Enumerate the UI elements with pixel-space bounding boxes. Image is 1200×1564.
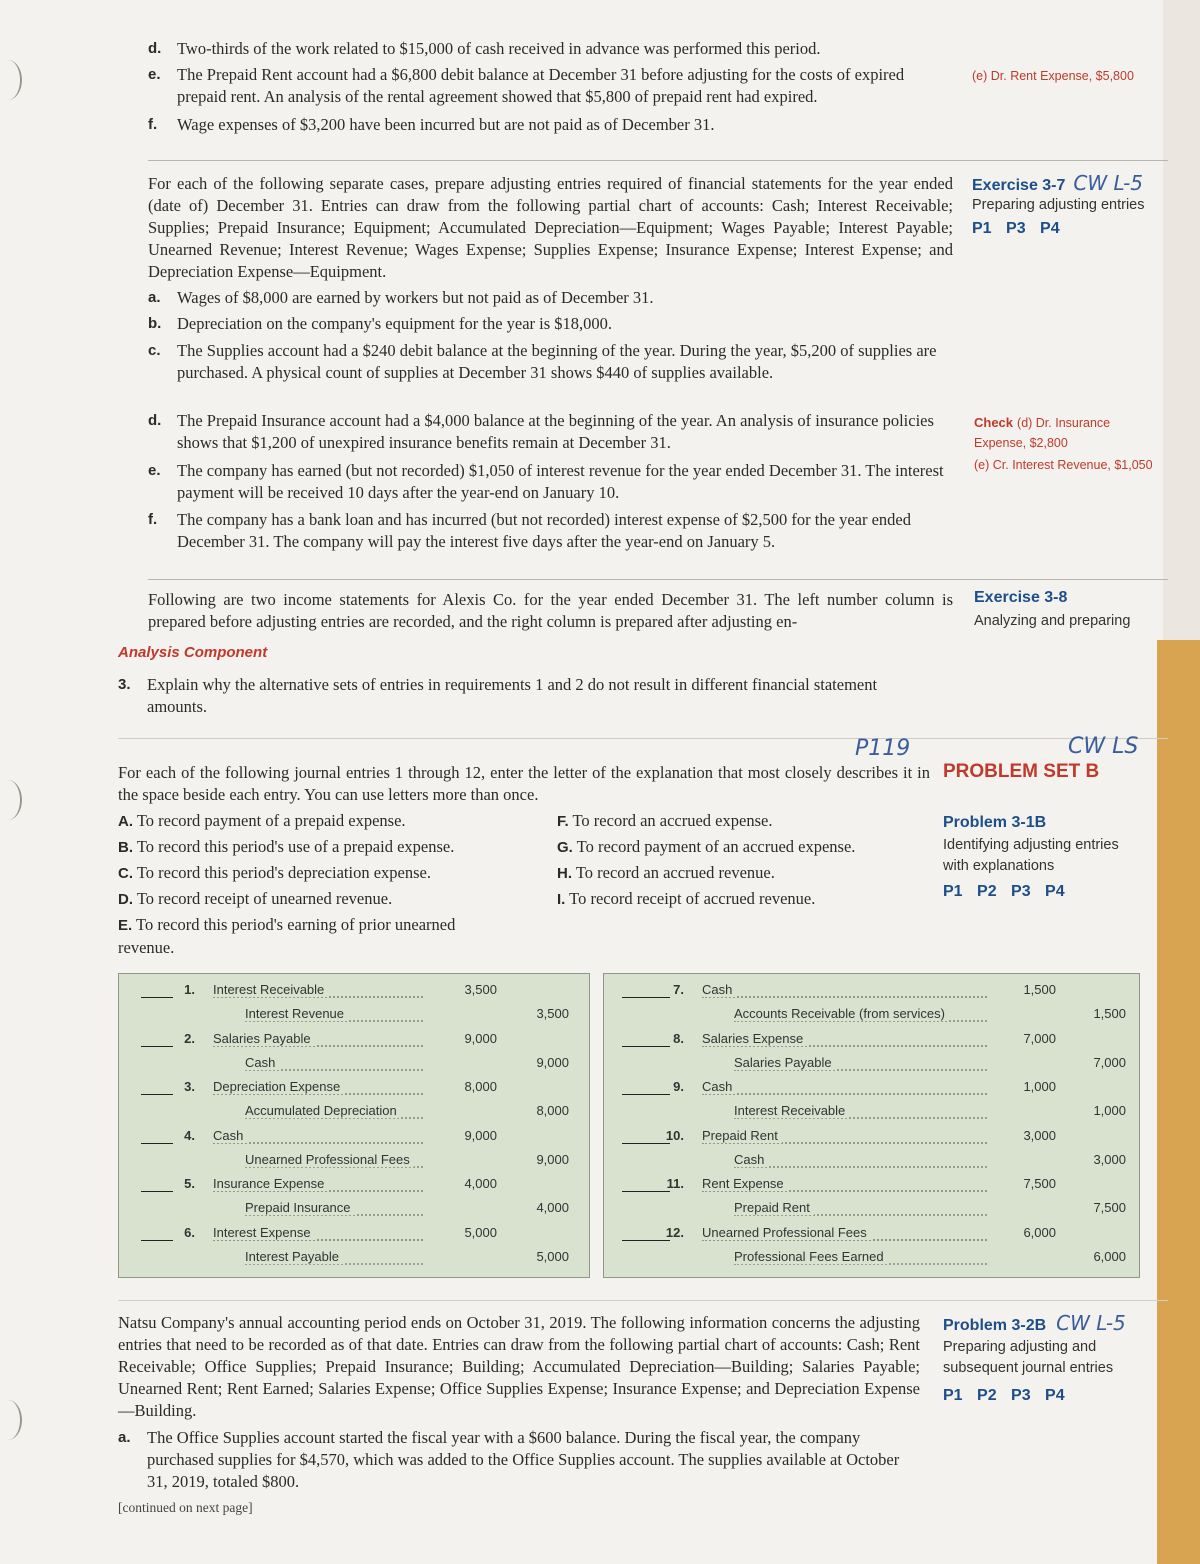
problem-3-2b-sidebar (943, 1311, 1148, 1405)
entry-number: 3. (184, 1079, 195, 1094)
answer-blank[interactable] (141, 1143, 173, 1144)
debit-amount: 9,000 (464, 1127, 497, 1143)
answer-blank[interactable] (622, 1046, 670, 1047)
answer-blank[interactable] (141, 997, 173, 998)
answer-blank[interactable] (141, 1046, 173, 1047)
answer-blank[interactable] (141, 1191, 173, 1192)
handwritten-note: CW L-5 (1073, 171, 1144, 195)
credit-account: Prepaid Rent (734, 1200, 814, 1215)
journal-entry-credit (604, 1006, 1139, 1030)
debit-account: Prepaid Rent (702, 1128, 782, 1143)
debit-account: Depreciation Expense (213, 1079, 344, 1094)
debit-account: Rent Expense (702, 1176, 788, 1191)
handwritten-note: CW L-5 (1056, 1311, 1126, 1335)
binder-hole (0, 60, 22, 100)
journal-entry-credit (119, 1152, 589, 1176)
answer-blank[interactable] (141, 1094, 173, 1095)
divider (148, 579, 1168, 580)
list-item: f. The company has a bank loan and has incurred (but not recorded) interest expense of $2,500 for the year ended December 31. The company will pay the interest five days after the year-end on January 5. (148, 510, 911, 551)
divider (148, 160, 1168, 161)
entry-number: 4. (184, 1127, 195, 1143)
entry-number: 5. (184, 1176, 195, 1191)
list-item: b. Depreciation on the company's equipment for the year is $18,000. (148, 314, 613, 333)
entry-number: 12. (665, 1224, 684, 1240)
debit-amount: 8,000 (464, 1079, 497, 1094)
divider (118, 738, 1168, 739)
page-edge-shadow (1163, 0, 1200, 650)
journal-entry-credit (604, 1200, 1139, 1224)
debit-account: Interest Expense (213, 1225, 315, 1240)
credit-amount: 8,000 (536, 1103, 569, 1118)
list-item: d. The Prepaid Insurance account had a $4,000 balance at the beginning of the year. An analysis of insurance policies shows that $1,200 of unexpired insurance benefits remain at December 31. (148, 411, 934, 452)
debit-account: Unearned Professional Fees (702, 1225, 871, 1240)
exercise-3-7-intro: For each of the following separate cases, prepare adjusting entries required of financial statements for the year ended (date of) December 31. Entries can draw from the following partial chart of accounts: Cash; Interest Receivable; Supplies; Prepaid Insurance; Equipment; Accumulated Depreciation—Equipment; Wages Payable; Interest Payable; Unearned Revenue; Interest Revenue; Wages Expense; Supplies Expense; Insurance Expense; Interest Expense; and Depreciation Expense—Equipment. (148, 174, 953, 281)
entry-number: 10. (665, 1127, 684, 1143)
journal-entry-debit (119, 1128, 589, 1152)
debit-amount: 7,500 (1023, 1176, 1056, 1191)
entry-number: 8. (673, 1030, 684, 1046)
debit-amount: 5,000 (464, 1224, 497, 1240)
credit-amount: 4,000 (536, 1200, 569, 1215)
problem-title: Problem 3-2B (943, 1317, 1047, 1334)
answer-blank[interactable] (622, 1240, 670, 1241)
handwritten-page-note: P119 (855, 736, 911, 761)
exercise-title: Exercise 3-7 (972, 177, 1066, 194)
check-note: (e) Dr. Rent Expense, $5,800 (972, 69, 1134, 83)
check-note: Check (d) Dr. Insurance Expense, $2,800 (e) Cr. Interest Revenue, $1,050 (974, 415, 1153, 472)
answer-blank[interactable] (141, 1240, 173, 1241)
problem-3-2b-intro: Natsu Company's annual accounting period ends on October 31, 2019. The following information concerns the adjusting entries that need to be recorded as of that date. Entries can draw from the following partial chart of accounts: Cash; Rent Receivable; Office Supplies; Prepaid Insurance; Building; Accumulated Depreciation—Building; Salaries Payable; Unearned Rent; Rent Earned; Salaries Expense; Office Supplies Expense; Insurance Expense; and Depreciation Expense—Building. (118, 1313, 920, 1420)
journal-entry-credit (119, 1055, 589, 1079)
option-I: I. To record receipt of accrued revenue. (557, 889, 816, 908)
leader-dots (734, 1166, 987, 1168)
debit-account: Salaries Payable (213, 1031, 315, 1046)
problem-set-title: PROBLEM SET B (943, 761, 1100, 782)
option-B: B. To record this period's use of a prepaid expense. (118, 837, 455, 856)
orange-page-tab (1157, 640, 1200, 1564)
journal-entry-debit (119, 982, 589, 1006)
problem-subtitle: Identifying adjusting entries with explanations (943, 837, 1119, 874)
journal-entry-credit (604, 1055, 1139, 1079)
problem-3-1b-sidebar (943, 814, 1143, 901)
list-item: f. Wage expenses of $3,200 have been incurred but are not paid as of December 31. (148, 115, 715, 134)
credit-amount: 9,000 (536, 1151, 569, 1167)
journal-entry-debit (119, 1176, 589, 1200)
debit-account: Salaries Expense (702, 1031, 807, 1046)
credit-account: Cash (245, 1055, 279, 1070)
option-C: C. To record this period's depreciation expense. (118, 863, 431, 882)
problem-subtitle: Preparing adjusting and subsequent journal entries (943, 1339, 1114, 1376)
debit-account: Cash (702, 1079, 736, 1094)
debit-account: Interest Receivable (213, 982, 328, 997)
journal-entry-credit (604, 1103, 1139, 1127)
journal-entry-debit (119, 1225, 589, 1249)
entry-number: 9. (673, 1079, 684, 1094)
debit-amount: 3,500 (464, 982, 497, 997)
leader-dots (702, 1093, 987, 1095)
handwritten-note: CW LS (1068, 734, 1139, 759)
learning-objectives: P1 P2 P3 P4 (943, 883, 1065, 900)
credit-amount: 3,000 (1093, 1151, 1126, 1167)
answer-blank[interactable] (622, 997, 670, 998)
journal-entry-debit (604, 982, 1139, 1006)
problem-title: Problem 3-1B (943, 814, 1047, 831)
learning-objectives: P1 P2 P3 P4 (943, 1387, 1065, 1404)
list-item: c. The Supplies account had a $240 debit balance at the beginning of the year. During the year, $5,200 of supplies are purchased. A physical count of supplies at December 31 shows $440 of supplies available. (148, 341, 937, 382)
credit-amount: 7,000 (1093, 1054, 1126, 1070)
journal-entry-credit (119, 1006, 589, 1030)
debit-amount: 7,000 (1023, 1030, 1056, 1046)
debit-account: Cash (213, 1128, 247, 1143)
credit-amount: 6,000 (1093, 1248, 1126, 1264)
exercise-3-8-sidebar (974, 589, 1154, 632)
entry-number: 7. (673, 982, 684, 997)
credit-account: Accounts Receivable (from services) (734, 1006, 949, 1021)
journal-entry-credit (604, 1152, 1139, 1176)
debit-amount: 6,000 (1023, 1224, 1056, 1240)
journal-entry-debit (604, 1225, 1139, 1249)
list-item: e. The Prepaid Rent account had a $6,800 debit balance at December 31 before adjusting for the costs of expired prepaid rent. An analysis of the rental agreement showed that $5,800 of prepaid rent had expired. (148, 65, 905, 106)
entry-number: 6. (184, 1224, 195, 1240)
debit-amount: 1,500 (1023, 982, 1056, 997)
journal-entry-debit (119, 1031, 589, 1055)
answer-blank[interactable] (622, 1143, 670, 1144)
journal-entry-debit (604, 1079, 1139, 1103)
exercise-3-7-sidebar (972, 171, 1157, 238)
credit-account: Salaries Payable (734, 1055, 836, 1070)
exercise-subtitle: Preparing adjusting entries (972, 197, 1145, 213)
credit-account: Interest Receivable (734, 1103, 849, 1118)
journal-entry-debit (604, 1176, 1139, 1200)
journal-entry-debit (119, 1079, 589, 1103)
credit-amount: 1,000 (1093, 1103, 1126, 1118)
credit-account: Interest Payable (245, 1249, 343, 1264)
list-item: a. Wages of $8,000 are earned by workers but not paid as of December 31. (148, 288, 654, 307)
credit-account: Unearned Professional Fees (245, 1152, 414, 1167)
debit-amount: 3,000 (1023, 1127, 1056, 1143)
journal-entries-left (118, 973, 590, 1278)
continued-note: [continued on next page] (118, 1500, 253, 1515)
option-D: D. To record receipt of unearned revenue. (118, 889, 393, 908)
binder-hole (0, 780, 22, 820)
analysis-component-heading: Analysis Component (118, 644, 268, 661)
entry-number: 11. (666, 1176, 684, 1191)
credit-account: Interest Revenue (245, 1006, 348, 1021)
answer-blank[interactable] (622, 1094, 670, 1095)
journal-entry-debit (604, 1128, 1139, 1152)
binder-hole (0, 1400, 22, 1440)
debit-amount: 9,000 (464, 1030, 497, 1046)
option-G: G. To record payment of an accrued expense. (557, 837, 856, 856)
option-A: A. To record payment of a prepaid expense. (118, 811, 406, 830)
journal-entry-credit (119, 1103, 589, 1127)
leader-dots (702, 996, 987, 998)
answer-blank[interactable] (622, 1191, 670, 1192)
credit-amount: 5,000 (536, 1248, 569, 1264)
journal-entry-credit (119, 1249, 589, 1273)
debit-account: Cash (702, 982, 736, 997)
exercise-title: Exercise 3-8 (974, 589, 1068, 606)
debit-amount: 1,000 (1023, 1079, 1056, 1094)
problem-3-1b-intro: For each of the following journal entries 1 through 12, enter the letter of the explanation that most closely describes it in the space beside each entry. You can use letters more than once. (118, 763, 930, 804)
credit-account: Accumulated Depreciation (245, 1103, 401, 1118)
entry-number: 2. (184, 1030, 195, 1046)
option-H: H. To record an accrued revenue. (557, 863, 775, 882)
exercise-subtitle: Analyzing and preparing (974, 613, 1131, 629)
credit-amount: 3,500 (536, 1006, 569, 1021)
credit-account: Prepaid Insurance (245, 1200, 355, 1215)
option-E: E. To record this period's earning of prior unearned revenue. (118, 915, 456, 957)
entry-number: 1. (184, 982, 195, 997)
credit-account: Cash (734, 1152, 768, 1167)
debit-account: Insurance Expense (213, 1176, 328, 1191)
credit-amount: 1,500 (1093, 1006, 1126, 1021)
divider (118, 1300, 1168, 1301)
journal-entry-credit (119, 1200, 589, 1224)
list-item: e. The company has earned (but not recorded) $1,050 of interest revenue for the year ended December 31. The interest payment will be received 10 days after the year-end on January 10. (148, 461, 944, 502)
list-item: d. Two-thirds of the work related to $15,000 of cash received in advance was performed this period. (148, 39, 821, 58)
credit-amount: 9,000 (536, 1054, 569, 1070)
journal-entry-debit (604, 1031, 1139, 1055)
credit-account: Professional Fees Earned (734, 1249, 888, 1264)
question-3: 3. Explain why the alternative sets of entries in requirements 1 and 2 do not result in different financial statement amounts. (118, 675, 878, 716)
learning-objectives: P1 P3 P4 (972, 220, 1060, 237)
credit-amount: 7,500 (1093, 1200, 1126, 1215)
journal-entries-right (603, 973, 1140, 1278)
debit-amount: 4,000 (464, 1176, 497, 1191)
list-item: a. The Office Supplies account started the fiscal year with a $600 balance. During the fiscal year, the company purchased supplies for $4,570, which was added to the Office Supplies account. The supplies available at October 31, 2019, totaled $800. (118, 1428, 900, 1491)
exercise-3-8-intro: Following are two income statements for Alexis Co. for the year ended December 31. The left number column is prepared before adjusting entries are recorded, and the right column is prepared after adjusting en- (148, 590, 953, 631)
option-F: F. To record an accrued expense. (557, 811, 773, 830)
journal-entry-credit (604, 1249, 1139, 1273)
